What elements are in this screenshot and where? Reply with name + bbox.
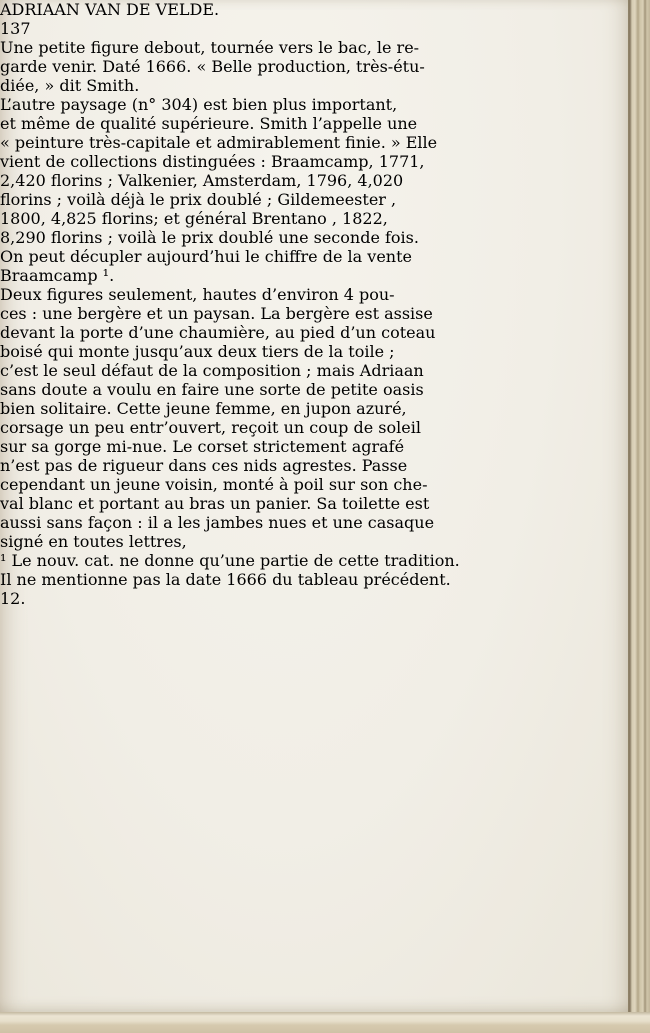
annotation-text: signé en toutes lettres <box>0 532 182 551</box>
footnote <box>0 551 628 589</box>
text-line: Il ne mentionne pas la date 1666 du tableau précédent. <box>0 570 451 589</box>
book-fore-edge <box>628 0 650 1033</box>
text-line: boisé qui monte jusqu’aux deux tiers de la toile ; <box>0 342 395 361</box>
text-line: Braamcamp ¹. <box>0 266 115 285</box>
text-line: On peut décupler aujourd’hui le chiffre de la vente <box>0 247 412 266</box>
text-line: 1800, 4,825 florins; et général Brentano , 1822, <box>0 209 388 228</box>
signature-mark: 12. <box>0 589 26 608</box>
text-line: corsage un peu entr’ouvert, reçoit un coup de soleil <box>0 418 421 437</box>
paragraph-3 <box>0 285 628 532</box>
text-line: diée, » dit Smith. <box>0 76 140 95</box>
text-line: bien solitaire. Cette jeune femme, en jupon azuré, <box>0 399 407 418</box>
page-number: 137 <box>0 19 31 38</box>
text-line: et même de qualité supérieure. Smith l’appelle une <box>0 114 418 133</box>
gutter-shadow <box>0 0 16 1012</box>
text-line: vient de collections distinguées : Braamcamp, 1771, <box>0 152 425 171</box>
paragraph-2 <box>0 95 628 285</box>
text-line: aussi sans façon : il a les jambes nues et une casaque <box>0 513 435 532</box>
page-header <box>0 0 628 38</box>
text-line: sur sa gorge mi-nue. Le corset strictement agrafé <box>0 437 405 456</box>
text-line: 8,290 florins ; voilà le prix doublé une seconde fois. <box>0 228 419 247</box>
running-title: ADRIAAN VAN DE VELDE. <box>0 0 220 19</box>
text-line: Deux figures seulement, hautes d’environ 4 pou- <box>0 285 395 304</box>
paragraph-1 <box>0 38 628 95</box>
handwritten-annotation <box>0 532 628 551</box>
text-line: c’est le seul défaut de la composition ; mais Adriaan <box>0 361 424 380</box>
text-line: cependant un jeune voisin, monté à poil sur son che- <box>0 475 428 494</box>
text-line: ces : une bergère et un paysan. La bergère est assise <box>0 304 433 323</box>
text-line: sans doute a voulu en faire une sorte de petite oasis <box>0 380 424 399</box>
text-line: n’est pas de rigueur dans ces nids agrestes. Passe <box>0 456 408 475</box>
text-line: « peinture très-capitale et admirablement finie. » Elle <box>0 133 438 152</box>
text-line: val blanc et portant au bras un panier. Sa toilette est <box>0 494 430 513</box>
text-line: 2,420 florins ; Valkenier, Amsterdam, 1796, 4,020 <box>0 171 404 190</box>
book-bottom-edge <box>0 1012 650 1033</box>
annotation-pen-mark: , <box>181 532 187 551</box>
body-text <box>0 38 628 532</box>
text-line: ¹ Le nouv. cat. ne donne qu’une partie de cette tradition. <box>0 551 460 570</box>
text-line: devant la porte d’une chaumière, au pied d’un coteau <box>0 323 436 342</box>
text-line: florins ; voilà déjà le prix doublé ; Gildemeester , <box>0 190 397 209</box>
text-line: L’autre paysage (n° 304) est bien plus important, <box>0 95 398 114</box>
text-line: Une petite figure debout, tournée vers le bac, le re- <box>0 38 420 57</box>
text-line: garde venir. Daté 1666. « Belle production, très-étu- <box>0 57 425 76</box>
